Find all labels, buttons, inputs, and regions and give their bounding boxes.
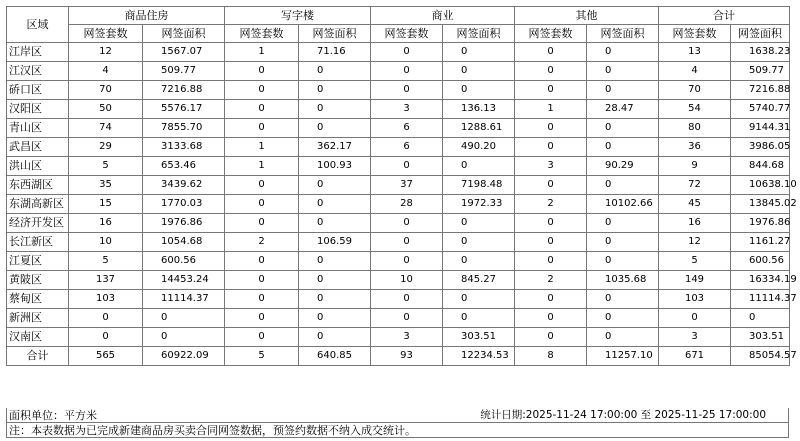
area-cell: 0 [587, 81, 659, 100]
count-cell: 0 [515, 252, 587, 271]
area-unit-text: 面积单位：平方米 [9, 409, 97, 422]
count-cell: 5 [69, 157, 143, 176]
area-cell: 0 [443, 309, 515, 328]
count-cell: 0 [225, 290, 299, 309]
area-cell: 7216.88 [731, 81, 790, 100]
area-cell: 0 [143, 328, 225, 347]
area-cell: 3986.05 [731, 138, 790, 157]
count-cell: 0 [225, 62, 299, 81]
area-cell: 0 [143, 309, 225, 328]
area-cell: 0 [299, 176, 371, 195]
district-cell: 洪山区 [7, 157, 69, 176]
count-cell: 4 [659, 62, 731, 81]
count-cell: 103 [69, 290, 143, 309]
area-cell: 16334.19 [731, 271, 790, 290]
area-cell: 0 [299, 328, 371, 347]
area-cell: 0 [443, 290, 515, 309]
table-row [7, 309, 790, 328]
count-cell: 1 [225, 138, 299, 157]
area-cell: 490.20 [443, 138, 515, 157]
count-cell: 70 [69, 81, 143, 100]
district-cell: 长江新区 [7, 233, 69, 252]
district-cell: 江夏区 [7, 252, 69, 271]
header-sub-area: 网签面积 [143, 25, 225, 43]
area-cell: 10102.66 [587, 195, 659, 214]
district-cell: 新洲区 [7, 309, 69, 328]
area-cell: 1288.61 [443, 119, 515, 138]
count-cell: 54 [659, 100, 731, 119]
header-group-residential: 商品住房 [69, 7, 225, 25]
footer-info-row [6, 408, 789, 423]
transaction-report [6, 6, 797, 437]
area-cell: 845.27 [443, 271, 515, 290]
count-cell: 0 [515, 81, 587, 100]
area-cell: 653.46 [143, 157, 225, 176]
count-cell: 0 [371, 252, 443, 271]
area-cell: 303.51 [731, 328, 790, 347]
area-cell: 14453.24 [143, 271, 225, 290]
area-cell: 0 [587, 138, 659, 157]
count-cell: 16 [659, 214, 731, 233]
count-cell: 16 [69, 214, 143, 233]
count-cell: 0 [69, 309, 143, 328]
area-cell: 1054.68 [143, 233, 225, 252]
count-cell: 0 [225, 176, 299, 195]
header-sub-area: 网签面积 [299, 25, 371, 43]
count-cell: 8 [515, 347, 587, 366]
area-cell: 7855.70 [143, 119, 225, 138]
area-cell: 509.77 [143, 62, 225, 81]
count-cell: 10 [69, 233, 143, 252]
count-cell: 0 [659, 309, 731, 328]
area-cell: 0 [299, 81, 371, 100]
count-cell: 12 [69, 43, 143, 62]
area-cell: 1972.33 [443, 195, 515, 214]
count-cell: 36 [659, 138, 731, 157]
area-cell: 0 [299, 252, 371, 271]
area-cell: 0 [587, 43, 659, 62]
district-cell: 蔡甸区 [7, 290, 69, 309]
area-cell: 1770.03 [143, 195, 225, 214]
count-cell: 0 [515, 138, 587, 157]
table-row [7, 214, 790, 233]
area-cell: 9144.31 [731, 119, 790, 138]
table-row [7, 252, 790, 271]
count-cell: 9 [659, 157, 731, 176]
area-cell: 5576.17 [143, 100, 225, 119]
area-cell: 106.59 [299, 233, 371, 252]
district-cell: 经济开发区 [7, 214, 69, 233]
area-cell: 0 [587, 328, 659, 347]
count-cell: 5 [659, 252, 731, 271]
area-cell: 0 [587, 214, 659, 233]
count-cell: 0 [515, 233, 587, 252]
table-row [7, 62, 790, 81]
count-cell: 565 [69, 347, 143, 366]
table-row [7, 157, 790, 176]
count-cell: 0 [371, 81, 443, 100]
count-cell: 1 [225, 43, 299, 62]
count-cell: 0 [225, 81, 299, 100]
area-cell: 5740.77 [731, 100, 790, 119]
table-row [7, 81, 790, 100]
area-cell: 0 [587, 176, 659, 195]
area-cell: 362.17 [299, 138, 371, 157]
count-cell: 149 [659, 271, 731, 290]
total-label: 合计 [7, 347, 69, 366]
district-cell: 汉阳区 [7, 100, 69, 119]
area-cell: 0 [587, 290, 659, 309]
area-cell: 0 [443, 233, 515, 252]
table-row [7, 195, 790, 214]
area-cell: 0 [443, 252, 515, 271]
area-cell: 0 [443, 62, 515, 81]
district-cell: 江汉区 [7, 62, 69, 81]
footer-note-row [6, 423, 789, 438]
area-cell: 0 [587, 252, 659, 271]
district-cell: 江岸区 [7, 43, 69, 62]
area-cell: 1161.27 [731, 233, 790, 252]
count-cell: 72 [659, 176, 731, 195]
header-sub-count: 网签套数 [371, 25, 443, 43]
count-cell: 6 [371, 138, 443, 157]
count-cell: 3 [371, 328, 443, 347]
area-cell: 13845.02 [731, 195, 790, 214]
count-cell: 0 [371, 62, 443, 81]
table-row [7, 43, 790, 62]
count-cell: 13 [659, 43, 731, 62]
count-cell: 0 [225, 100, 299, 119]
header-sub-count: 网签套数 [69, 25, 143, 43]
count-cell: 671 [659, 347, 731, 366]
header-group-total: 合计 [659, 7, 790, 25]
note-text: 注：本表数据为已完成新建商品房买卖合同网签数据，预签约数据不纳入成交统计。 [9, 424, 416, 437]
header-group-office: 写字楼 [225, 7, 371, 25]
area-cell: 0 [587, 309, 659, 328]
header-sub-count: 网签套数 [515, 25, 587, 43]
count-cell: 0 [371, 43, 443, 62]
area-cell: 1976.86 [731, 214, 790, 233]
area-cell: 7198.48 [443, 176, 515, 195]
count-cell: 15 [69, 195, 143, 214]
area-cell: 0 [299, 214, 371, 233]
area-cell: 3133.68 [143, 138, 225, 157]
count-cell: 0 [515, 62, 587, 81]
transaction-table [6, 6, 797, 366]
count-cell: 2 [225, 233, 299, 252]
area-cell: 11257.10 [587, 347, 659, 366]
area-cell: 0 [299, 100, 371, 119]
count-cell: 4 [69, 62, 143, 81]
header-row-sub [7, 25, 790, 43]
area-cell: 303.51 [443, 328, 515, 347]
count-cell: 0 [515, 176, 587, 195]
table-body [7, 7, 797, 366]
area-cell: 11114.37 [731, 290, 790, 309]
table-row [7, 176, 790, 195]
header-sub-count: 网签套数 [225, 25, 299, 43]
area-cell: 0 [443, 43, 515, 62]
district-cell: 汉南区 [7, 328, 69, 347]
area-cell: 509.77 [731, 62, 790, 81]
table-row [7, 290, 790, 309]
count-cell: 0 [69, 328, 143, 347]
area-cell: 0 [587, 233, 659, 252]
table-row [7, 233, 790, 252]
count-cell: 2 [515, 271, 587, 290]
count-cell: 0 [515, 119, 587, 138]
district-cell: 青山区 [7, 119, 69, 138]
area-cell: 60922.09 [143, 347, 225, 366]
area-cell: 0 [299, 119, 371, 138]
count-cell: 0 [225, 252, 299, 271]
header-group-commercial: 商业 [371, 7, 515, 25]
count-cell: 2 [515, 195, 587, 214]
area-cell: 7216.88 [143, 81, 225, 100]
area-cell: 28.47 [587, 100, 659, 119]
area-cell: 0 [587, 119, 659, 138]
header-group-other: 其他 [515, 7, 659, 25]
area-cell: 90.29 [587, 157, 659, 176]
count-cell: 5 [69, 252, 143, 271]
stat-period-text: 统计日期:2025-11-24 17:00:00 至 2025-11-25 17:00:00 [480, 409, 766, 421]
district-cell: 东西湖区 [7, 176, 69, 195]
area-cell: 71.16 [299, 43, 371, 62]
count-cell: 0 [371, 157, 443, 176]
area-cell: 1567.07 [143, 43, 225, 62]
table-row [7, 100, 790, 119]
area-cell: 0 [443, 157, 515, 176]
area-cell: 0 [299, 290, 371, 309]
count-cell: 74 [69, 119, 143, 138]
count-cell: 1 [225, 157, 299, 176]
count-cell: 50 [69, 100, 143, 119]
area-cell: 0 [299, 309, 371, 328]
count-cell: 0 [515, 309, 587, 328]
count-cell: 37 [371, 176, 443, 195]
count-cell: 0 [371, 290, 443, 309]
area-cell: 0 [299, 195, 371, 214]
district-cell: 硚口区 [7, 81, 69, 100]
area-cell: 844.68 [731, 157, 790, 176]
count-cell: 10 [371, 271, 443, 290]
count-cell: 0 [225, 195, 299, 214]
area-cell: 136.13 [443, 100, 515, 119]
total-row [7, 347, 790, 366]
area-cell: 1638.23 [731, 43, 790, 62]
count-cell: 45 [659, 195, 731, 214]
count-cell: 1 [515, 100, 587, 119]
count-cell: 0 [371, 233, 443, 252]
count-cell: 0 [225, 214, 299, 233]
header-sub-area: 网签面积 [587, 25, 659, 43]
count-cell: 70 [659, 81, 731, 100]
count-cell: 0 [515, 43, 587, 62]
header-row-groups [7, 7, 790, 25]
count-cell: 5 [225, 347, 299, 366]
area-cell: 12234.53 [443, 347, 515, 366]
count-cell: 80 [659, 119, 731, 138]
table-row [7, 328, 790, 347]
area-cell: 640.85 [299, 347, 371, 366]
count-cell: 93 [371, 347, 443, 366]
district-cell: 东湖高新区 [7, 195, 69, 214]
district-cell: 黄陂区 [7, 271, 69, 290]
count-cell: 6 [371, 119, 443, 138]
area-cell: 0 [443, 81, 515, 100]
count-cell: 35 [69, 176, 143, 195]
count-cell: 12 [659, 233, 731, 252]
count-cell: 0 [515, 328, 587, 347]
table-row [7, 138, 790, 157]
area-cell: 3439.62 [143, 176, 225, 195]
area-cell: 100.93 [299, 157, 371, 176]
area-cell: 85054.57 [731, 347, 790, 366]
count-cell: 137 [69, 271, 143, 290]
area-cell: 1976.86 [143, 214, 225, 233]
count-cell: 0 [225, 271, 299, 290]
area-cell: 0 [731, 309, 790, 328]
count-cell: 103 [659, 290, 731, 309]
area-cell: 600.56 [731, 252, 790, 271]
count-cell: 29 [69, 138, 143, 157]
count-cell: 3 [659, 328, 731, 347]
header-sub-area: 网签面积 [443, 25, 515, 43]
area-cell: 11114.37 [143, 290, 225, 309]
area-cell: 1035.68 [587, 271, 659, 290]
area-cell: 0 [299, 271, 371, 290]
header-sub-count: 网签套数 [659, 25, 731, 43]
count-cell: 0 [371, 214, 443, 233]
table-row [7, 271, 790, 290]
area-cell: 0 [443, 214, 515, 233]
count-cell: 0 [225, 119, 299, 138]
area-cell: 600.56 [143, 252, 225, 271]
area-cell: 0 [587, 62, 659, 81]
count-cell: 28 [371, 195, 443, 214]
table-row [7, 119, 790, 138]
count-cell: 0 [225, 309, 299, 328]
district-cell: 武昌区 [7, 138, 69, 157]
count-cell: 0 [515, 290, 587, 309]
header-sub-area: 网签面积 [731, 25, 790, 43]
area-cell: 0 [299, 62, 371, 81]
count-cell: 0 [515, 214, 587, 233]
count-cell: 3 [515, 157, 587, 176]
count-cell: 0 [371, 309, 443, 328]
area-cell: 10638.10 [731, 176, 790, 195]
header-district: 区域 [7, 7, 69, 43]
count-cell: 0 [225, 328, 299, 347]
count-cell: 3 [371, 100, 443, 119]
